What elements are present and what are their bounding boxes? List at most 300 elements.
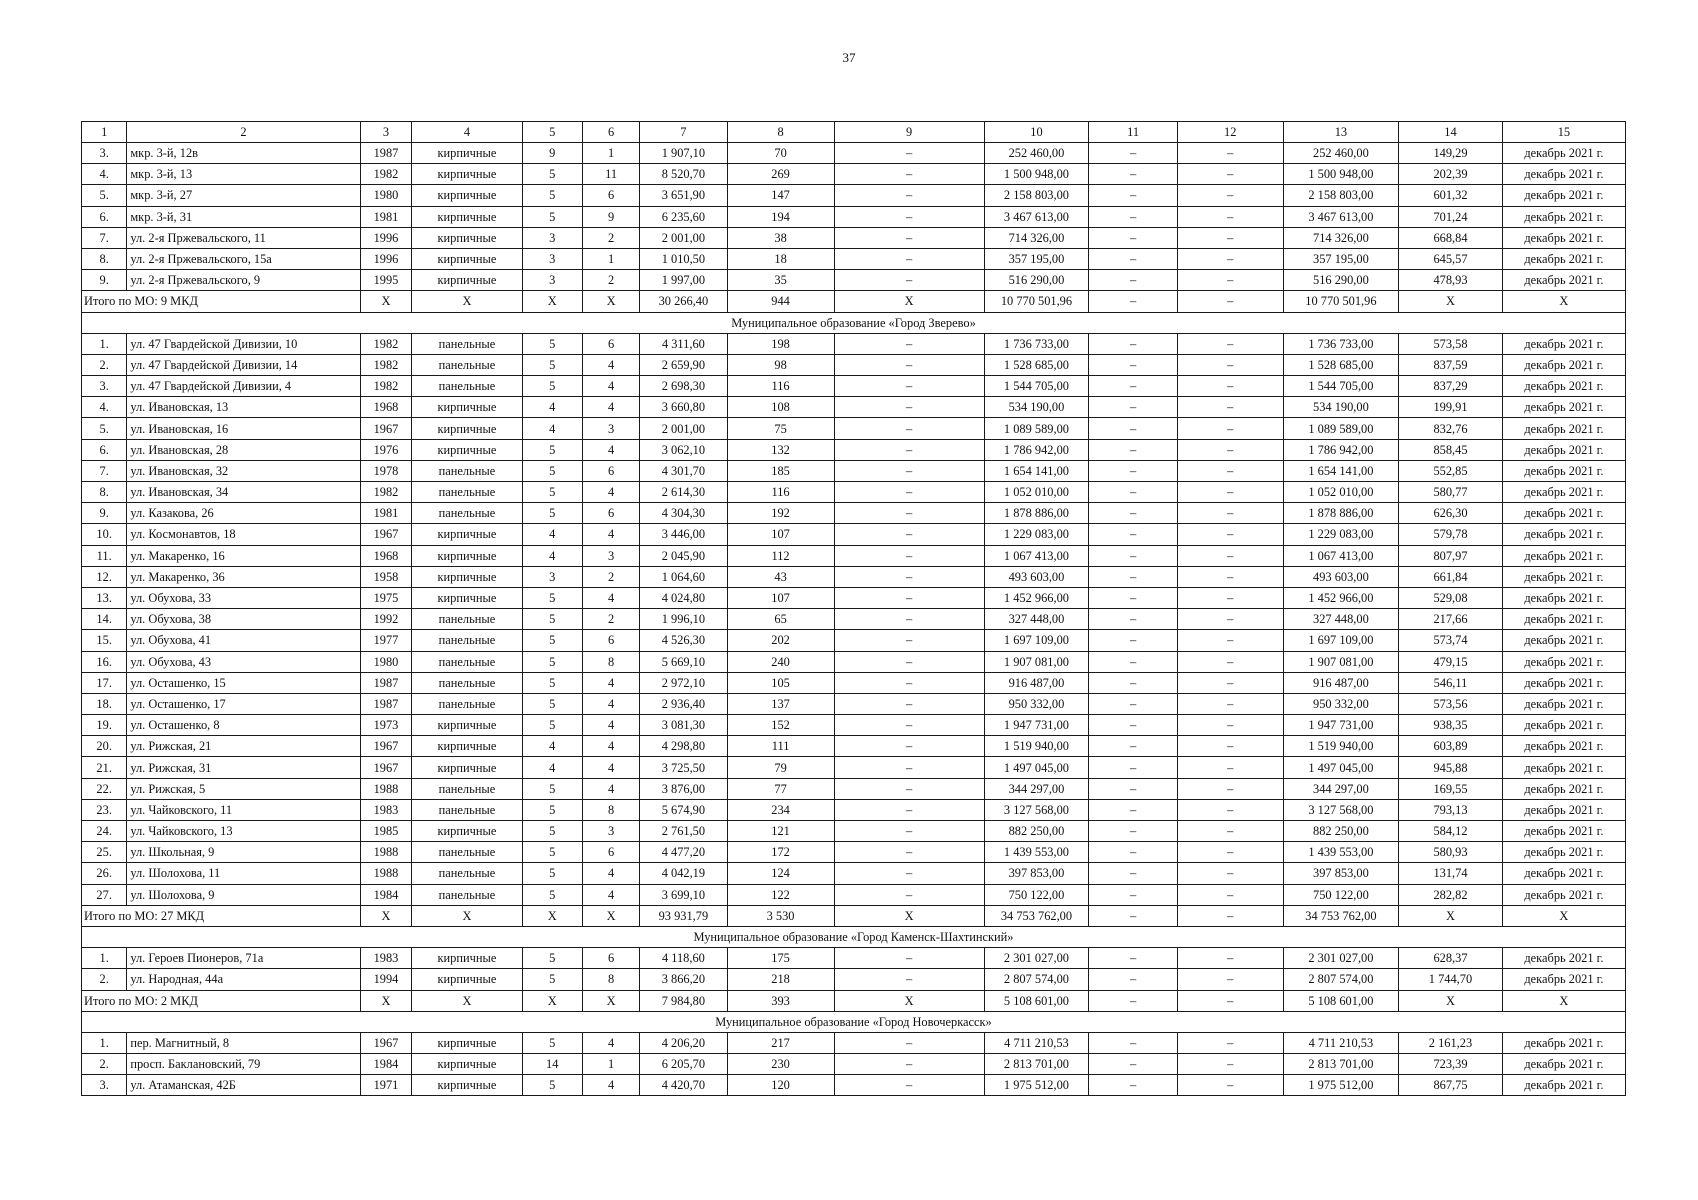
address-cell: ул. Макаренко, 16 xyxy=(127,545,360,566)
table-cell: 1 654 141,00 xyxy=(984,460,1089,481)
table-cell: 1 052 010,00 xyxy=(1283,482,1399,503)
table-cell: 269 xyxy=(727,164,834,185)
address-cell: ул. Рижская, 31 xyxy=(127,757,360,778)
column-number-9: 9 xyxy=(834,122,984,143)
table-cell: 584,12 xyxy=(1399,821,1503,842)
table-cell: 1 975 512,00 xyxy=(1283,1075,1399,1096)
table-cell: 1 697 109,00 xyxy=(984,630,1089,651)
table-cell: – xyxy=(834,270,984,291)
table-cell: 701,24 xyxy=(1399,206,1503,227)
table-cell: – xyxy=(1177,566,1283,587)
column-number-11: 11 xyxy=(1089,122,1178,143)
table-cell: 807,97 xyxy=(1399,545,1503,566)
table-cell: – xyxy=(1089,693,1178,714)
table-cell: – xyxy=(834,1075,984,1096)
table-cell: 169,55 xyxy=(1399,778,1503,799)
table-cell: – xyxy=(1177,884,1283,905)
table-cell: 9 xyxy=(522,143,582,164)
table-cell: декабрь 2021 г. xyxy=(1502,715,1625,736)
table-cell: 8 xyxy=(582,969,639,990)
table-row xyxy=(82,693,1626,714)
table-cell: – xyxy=(1177,736,1283,757)
address-cell: ул. Обухова, 38 xyxy=(127,609,360,630)
table-cell: 1 697 109,00 xyxy=(1283,630,1399,651)
table-cell: – xyxy=(1177,524,1283,545)
total-cell: 7 984,80 xyxy=(640,990,727,1011)
table-cell: 5 xyxy=(522,376,582,397)
table-cell: – xyxy=(1177,863,1283,884)
table-cell: 4 xyxy=(522,524,582,545)
table-cell: 11. xyxy=(82,545,127,566)
table-cell: 1968 xyxy=(360,545,412,566)
table-cell: 111 xyxy=(727,736,834,757)
table-cell: – xyxy=(1089,1032,1178,1053)
table-cell: 1982 xyxy=(360,164,412,185)
table-cell: 579,78 xyxy=(1399,524,1503,545)
table-cell: – xyxy=(1089,609,1178,630)
table-cell: – xyxy=(1177,842,1283,863)
table-cell: декабрь 2021 г. xyxy=(1502,863,1625,884)
table-cell: – xyxy=(834,778,984,799)
table-cell: декабрь 2021 г. xyxy=(1502,227,1625,248)
table-cell: 4 xyxy=(582,397,639,418)
address-cell: ул. 2-я Пржевальского, 11 xyxy=(127,227,360,248)
table-cell: панельные xyxy=(412,609,522,630)
table-cell: 8 xyxy=(582,651,639,672)
table-cell: 5 xyxy=(522,672,582,693)
total-row xyxy=(82,291,1626,312)
table-cell: 1982 xyxy=(360,333,412,354)
table-row xyxy=(82,672,1626,693)
address-cell: мкр. 3-й, 12в xyxy=(127,143,360,164)
table-cell: 5 xyxy=(522,842,582,863)
column-number-10: 10 xyxy=(984,122,1089,143)
table-row xyxy=(82,354,1626,375)
table-cell: – xyxy=(1089,948,1178,969)
table-cell: 5 xyxy=(522,1075,582,1096)
table-cell: 4 xyxy=(582,439,639,460)
table-cell: 1 786 942,00 xyxy=(984,439,1089,460)
table-cell: 327 448,00 xyxy=(984,609,1089,630)
table-cell: – xyxy=(1089,757,1178,778)
table-cell: 25. xyxy=(82,842,127,863)
table-cell: декабрь 2021 г. xyxy=(1502,248,1625,269)
table-cell: – xyxy=(1177,757,1283,778)
total-cell: – xyxy=(1089,291,1178,312)
table-cell: 5 xyxy=(522,821,582,842)
table-cell: 1978 xyxy=(360,460,412,481)
table-cell: 534 190,00 xyxy=(1283,397,1399,418)
table-cell: 2 659,90 xyxy=(640,354,727,375)
table-cell: 1 878 886,00 xyxy=(1283,503,1399,524)
table-cell: декабрь 2021 г. xyxy=(1502,418,1625,439)
address-cell: ул. Осташенко, 8 xyxy=(127,715,360,736)
total-cell: 5 108 601,00 xyxy=(1283,990,1399,1011)
table-cell: декабрь 2021 г. xyxy=(1502,821,1625,842)
table-cell: – xyxy=(834,842,984,863)
table-cell: 9. xyxy=(82,503,127,524)
address-cell: ул. 47 Гвардейской Дивизии, 10 xyxy=(127,333,360,354)
table-cell: декабрь 2021 г. xyxy=(1502,439,1625,460)
table-cell: – xyxy=(1089,270,1178,291)
table-cell: 6 xyxy=(582,630,639,651)
table-cell: 1985 xyxy=(360,821,412,842)
table-cell: панельные xyxy=(412,884,522,905)
table-cell: 124 xyxy=(727,863,834,884)
table-cell: 1 229 083,00 xyxy=(1283,524,1399,545)
table-cell: кирпичные xyxy=(412,185,522,206)
table-cell: – xyxy=(834,651,984,672)
table-cell: 131,74 xyxy=(1399,863,1503,884)
table-cell: – xyxy=(1089,545,1178,566)
table-cell: 1967 xyxy=(360,524,412,545)
total-cell: X xyxy=(360,291,412,312)
table-cell: кирпичные xyxy=(412,821,522,842)
table-cell: панельные xyxy=(412,672,522,693)
address-cell: мкр. 3-й, 13 xyxy=(127,164,360,185)
table-cell: 8 xyxy=(582,799,639,820)
total-cell: 5 108 601,00 xyxy=(984,990,1089,1011)
table-cell: 1 067 413,00 xyxy=(984,545,1089,566)
table-cell: 793,13 xyxy=(1399,799,1503,820)
table-row xyxy=(82,757,1626,778)
table-cell: 6 xyxy=(582,503,639,524)
table-cell: – xyxy=(834,439,984,460)
column-number-6: 6 xyxy=(582,122,639,143)
table-cell: 5 674,90 xyxy=(640,799,727,820)
table-cell: 1994 xyxy=(360,969,412,990)
table-row xyxy=(82,863,1626,884)
table-cell: декабрь 2021 г. xyxy=(1502,333,1625,354)
table-row xyxy=(82,227,1626,248)
table-cell: – xyxy=(1089,185,1178,206)
table-cell: 240 xyxy=(727,651,834,672)
table-cell: 529,08 xyxy=(1399,587,1503,608)
table-cell: 202,39 xyxy=(1399,164,1503,185)
table-cell: кирпичные xyxy=(412,206,522,227)
table-cell: кирпичные xyxy=(412,715,522,736)
table-cell: 4 042,19 xyxy=(640,863,727,884)
table-row xyxy=(82,715,1626,736)
table-cell: 1988 xyxy=(360,863,412,884)
table-cell: – xyxy=(1089,333,1178,354)
table-cell: – xyxy=(1177,206,1283,227)
table-cell: – xyxy=(1177,672,1283,693)
table-cell: 3 xyxy=(522,270,582,291)
table-cell: – xyxy=(1089,587,1178,608)
table-cell: 4 xyxy=(582,693,639,714)
table-cell: панельные xyxy=(412,799,522,820)
total-cell: 93 931,79 xyxy=(640,905,727,926)
table-cell: 1 744,70 xyxy=(1399,969,1503,990)
table-cell: – xyxy=(1089,1075,1178,1096)
table-cell: 1982 xyxy=(360,376,412,397)
table-cell: 4 xyxy=(582,715,639,736)
table-cell: – xyxy=(834,821,984,842)
table-cell: декабрь 2021 г. xyxy=(1502,884,1625,905)
table-cell: 6 xyxy=(582,460,639,481)
table-cell: панельные xyxy=(412,333,522,354)
table-cell: 938,35 xyxy=(1399,715,1503,736)
table-row xyxy=(82,948,1626,969)
table-cell: – xyxy=(1177,439,1283,460)
table-cell: декабрь 2021 г. xyxy=(1502,842,1625,863)
table-cell: 1 064,60 xyxy=(640,566,727,587)
table-cell: 1976 xyxy=(360,439,412,460)
table-cell: 8 520,70 xyxy=(640,164,727,185)
table-cell: панельные xyxy=(412,693,522,714)
table-cell: 1 544 705,00 xyxy=(1283,376,1399,397)
table-cell: 516 290,00 xyxy=(984,270,1089,291)
table-cell: – xyxy=(1177,609,1283,630)
table-cell: 628,37 xyxy=(1399,948,1503,969)
table-cell: 27. xyxy=(82,884,127,905)
table-cell: 2 813 701,00 xyxy=(1283,1054,1399,1075)
table-cell: 344 297,00 xyxy=(984,778,1089,799)
total-row xyxy=(82,905,1626,926)
table-cell: 837,59 xyxy=(1399,354,1503,375)
table-row xyxy=(82,460,1626,481)
table-row xyxy=(82,439,1626,460)
table-cell: 21. xyxy=(82,757,127,778)
table-cell: 6. xyxy=(82,206,127,227)
table-cell: 14 xyxy=(522,1054,582,1075)
table-cell: – xyxy=(1177,693,1283,714)
table-cell: 4 711 210,53 xyxy=(984,1032,1089,1053)
address-cell: ул. Ивановская, 13 xyxy=(127,397,360,418)
table-cell: 882 250,00 xyxy=(1283,821,1399,842)
table-cell: 6 xyxy=(582,333,639,354)
total-cell: – xyxy=(1177,905,1283,926)
table-cell: 1980 xyxy=(360,185,412,206)
table-row xyxy=(82,376,1626,397)
table-cell: – xyxy=(1089,969,1178,990)
table-cell: – xyxy=(834,164,984,185)
table-cell: 2 158 803,00 xyxy=(984,185,1089,206)
total-cell: X xyxy=(1502,291,1625,312)
table-cell: 1987 xyxy=(360,693,412,714)
address-cell: пер. Магнитный, 8 xyxy=(127,1032,360,1053)
table-cell: 344 297,00 xyxy=(1283,778,1399,799)
address-cell: ул. Обухова, 43 xyxy=(127,651,360,672)
table-cell: – xyxy=(834,566,984,587)
table-cell: – xyxy=(1177,1054,1283,1075)
table-cell: декабрь 2021 г. xyxy=(1502,693,1625,714)
table-cell: 122 xyxy=(727,884,834,905)
table-cell: 2 161,23 xyxy=(1399,1032,1503,1053)
table-cell: 950 332,00 xyxy=(1283,693,1399,714)
table-cell: – xyxy=(1089,164,1178,185)
total-label: Итого по МО: 2 МКД xyxy=(82,990,361,1011)
table-row xyxy=(82,821,1626,842)
table-cell: 172 xyxy=(727,842,834,863)
total-cell: X xyxy=(360,905,412,926)
table-cell: 4 420,70 xyxy=(640,1075,727,1096)
table-cell: 6 xyxy=(582,842,639,863)
table-cell: декабрь 2021 г. xyxy=(1502,1075,1625,1096)
total-cell: X xyxy=(1502,905,1625,926)
table-cell: 2 xyxy=(582,609,639,630)
total-cell: 34 753 762,00 xyxy=(984,905,1089,926)
total-cell: – xyxy=(1177,990,1283,1011)
total-label: Итого по МО: 9 МКД xyxy=(82,291,361,312)
table-row xyxy=(82,206,1626,227)
table-cell: декабрь 2021 г. xyxy=(1502,270,1625,291)
table-cell: 252 460,00 xyxy=(1283,143,1399,164)
table-row xyxy=(82,587,1626,608)
table-row xyxy=(82,270,1626,291)
table-cell: 493 603,00 xyxy=(984,566,1089,587)
table-row xyxy=(82,736,1626,757)
address-cell: просп. Баклановский, 79 xyxy=(127,1054,360,1075)
table-cell: кирпичные xyxy=(412,227,522,248)
table-cell: 14. xyxy=(82,609,127,630)
table-cell: декабрь 2021 г. xyxy=(1502,503,1625,524)
table-cell: – xyxy=(1089,206,1178,227)
table-cell: 1 052 010,00 xyxy=(984,482,1089,503)
table-cell: декабрь 2021 г. xyxy=(1502,778,1625,799)
table-cell: 4 301,70 xyxy=(640,460,727,481)
table-cell: 4 xyxy=(522,418,582,439)
table-cell: – xyxy=(1089,248,1178,269)
address-cell: мкр. 3-й, 31 xyxy=(127,206,360,227)
table-cell: декабрь 2021 г. xyxy=(1502,206,1625,227)
table-cell: 2. xyxy=(82,969,127,990)
table-row xyxy=(82,969,1626,990)
table-cell: декабрь 2021 г. xyxy=(1502,566,1625,587)
table-cell: 4 xyxy=(582,672,639,693)
table-cell: панельные xyxy=(412,842,522,863)
table-cell: 4 xyxy=(522,545,582,566)
table-cell: 79 xyxy=(727,757,834,778)
address-cell: ул. Ивановская, 32 xyxy=(127,460,360,481)
table-cell: 194 xyxy=(727,206,834,227)
table-cell: 2 614,30 xyxy=(640,482,727,503)
address-cell: ул. Шолохова, 9 xyxy=(127,884,360,905)
table-cell: 6. xyxy=(82,439,127,460)
table-cell: 98 xyxy=(727,354,834,375)
table-cell: 1. xyxy=(82,948,127,969)
column-number-7: 7 xyxy=(640,122,727,143)
table-cell: – xyxy=(1177,1075,1283,1096)
table-cell: 479,15 xyxy=(1399,651,1503,672)
page-number: 37 xyxy=(842,50,856,65)
table-row xyxy=(82,143,1626,164)
column-number-13: 13 xyxy=(1283,122,1399,143)
table-cell: 478,93 xyxy=(1399,270,1503,291)
table-cell: 5 xyxy=(522,630,582,651)
table-cell: 2 xyxy=(582,270,639,291)
total-cell: 944 xyxy=(727,291,834,312)
table-cell: 3 xyxy=(522,248,582,269)
table-cell: 3 467 613,00 xyxy=(984,206,1089,227)
table-cell: 1980 xyxy=(360,651,412,672)
table-cell: 573,74 xyxy=(1399,630,1503,651)
table-cell: – xyxy=(1089,630,1178,651)
table-cell: 149,29 xyxy=(1399,143,1503,164)
table-cell: – xyxy=(834,248,984,269)
table-cell: 198 xyxy=(727,333,834,354)
column-number-15: 15 xyxy=(1502,122,1625,143)
table-cell: 1 452 966,00 xyxy=(1283,587,1399,608)
address-cell: ул. Обухова, 41 xyxy=(127,630,360,651)
table-cell: 4 304,30 xyxy=(640,503,727,524)
table-cell: 4 298,80 xyxy=(640,736,727,757)
table-cell: 2 807 574,00 xyxy=(1283,969,1399,990)
table-cell: 1 947 731,00 xyxy=(984,715,1089,736)
table-cell: 3 xyxy=(582,545,639,566)
table-row xyxy=(82,248,1626,269)
table-cell: – xyxy=(1089,418,1178,439)
table-cell: 1 786 942,00 xyxy=(1283,439,1399,460)
table-cell: 4 xyxy=(582,863,639,884)
table-cell: – xyxy=(1177,418,1283,439)
total-cell: X xyxy=(412,905,522,926)
table-cell: 2. xyxy=(82,354,127,375)
total-cell: X xyxy=(1399,990,1503,1011)
table-cell: 1975 xyxy=(360,587,412,608)
table-cell: декабрь 2021 г. xyxy=(1502,185,1625,206)
table-cell: кирпичные xyxy=(412,1054,522,1075)
address-cell: ул. 47 Гвардейской Дивизии, 14 xyxy=(127,354,360,375)
table-cell: 75 xyxy=(727,418,834,439)
table-cell: 1996 xyxy=(360,227,412,248)
column-number-14: 14 xyxy=(1399,122,1503,143)
address-cell: ул. Рижская, 21 xyxy=(127,736,360,757)
table-cell: 3 062,10 xyxy=(640,439,727,460)
table-cell: – xyxy=(834,884,984,905)
table-cell: 24. xyxy=(82,821,127,842)
group-title-row xyxy=(82,1011,1626,1032)
table-cell: панельные xyxy=(412,778,522,799)
table-cell: панельные xyxy=(412,354,522,375)
table-cell: 1 010,50 xyxy=(640,248,727,269)
table-cell: – xyxy=(834,418,984,439)
total-cell: – xyxy=(1177,291,1283,312)
address-cell: ул. Героев Пионеров, 71а xyxy=(127,948,360,969)
table-cell: – xyxy=(1177,587,1283,608)
table-cell: 1 497 045,00 xyxy=(1283,757,1399,778)
table-cell: 2 158 803,00 xyxy=(1283,185,1399,206)
table-cell: 252 460,00 xyxy=(984,143,1089,164)
table-cell: 1 519 940,00 xyxy=(984,736,1089,757)
table-cell: – xyxy=(1089,715,1178,736)
table-cell: 1 654 141,00 xyxy=(1283,460,1399,481)
table-cell: кирпичные xyxy=(412,969,522,990)
table-cell: 108 xyxy=(727,397,834,418)
address-cell: ул. 2-я Пржевальского, 9 xyxy=(127,270,360,291)
table-cell: 837,29 xyxy=(1399,376,1503,397)
address-cell: ул. Народная, 44а xyxy=(127,969,360,990)
table-cell: – xyxy=(1089,884,1178,905)
table-row xyxy=(82,799,1626,820)
table-cell: – xyxy=(1177,651,1283,672)
table-cell: 1 947 731,00 xyxy=(1283,715,1399,736)
table-cell: 916 487,00 xyxy=(984,672,1089,693)
table-cell: кирпичные xyxy=(412,397,522,418)
table-cell: 3 651,90 xyxy=(640,185,727,206)
total-cell: 10 770 501,96 xyxy=(1283,291,1399,312)
table-cell: 5 xyxy=(522,651,582,672)
table-cell: – xyxy=(1177,1032,1283,1053)
table-cell: 5 xyxy=(522,693,582,714)
total-cell: 393 xyxy=(727,990,834,1011)
table-cell: декабрь 2021 г. xyxy=(1502,736,1625,757)
address-cell: ул. Космонавтов, 18 xyxy=(127,524,360,545)
table-cell: декабрь 2021 г. xyxy=(1502,524,1625,545)
total-cell: 34 753 762,00 xyxy=(1283,905,1399,926)
table-cell: 546,11 xyxy=(1399,672,1503,693)
